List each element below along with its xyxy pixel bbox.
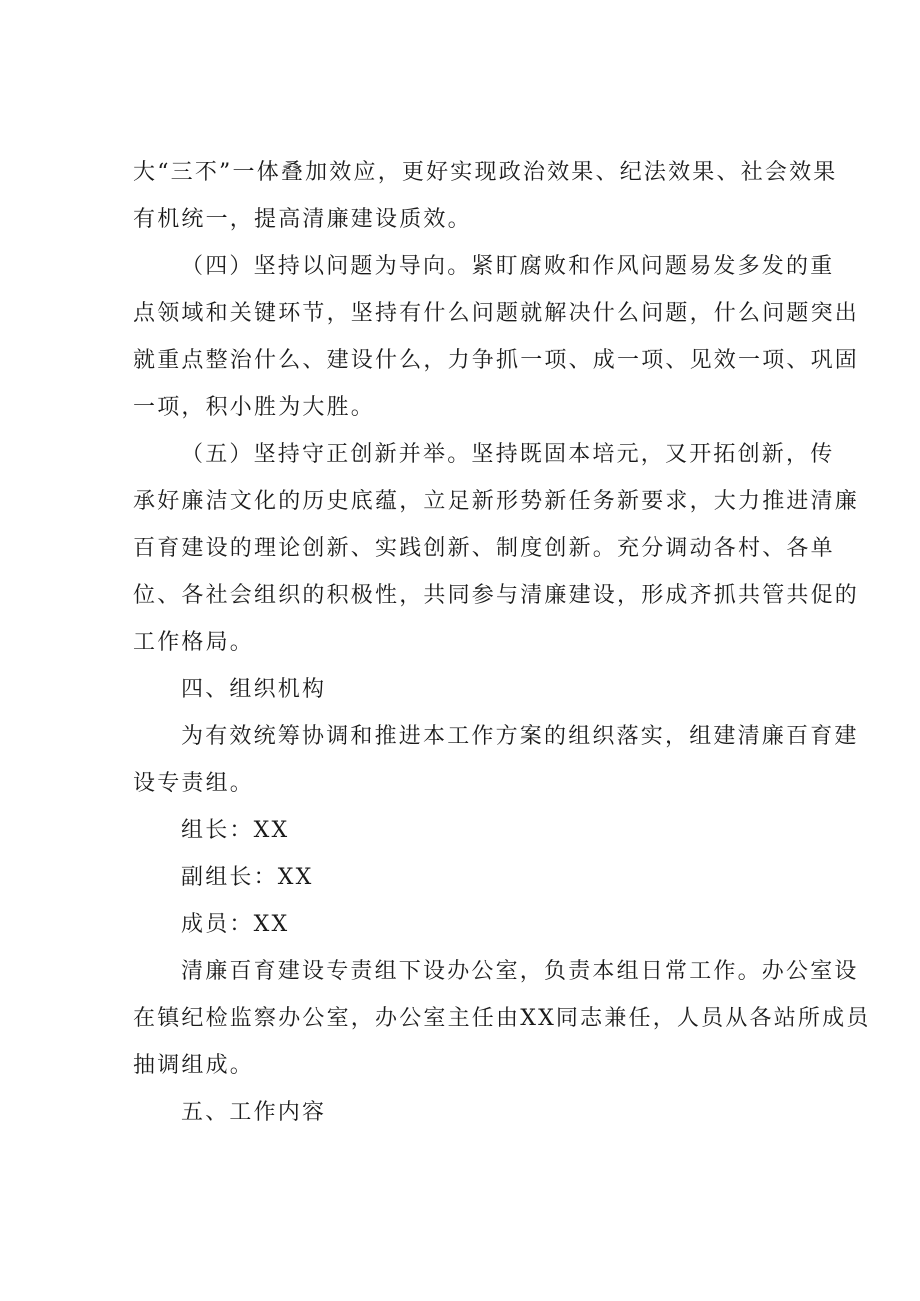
text-line: 在镇纪检监察办公室，办公室主任由XX同志兼任，人员从各站所成员 bbox=[133, 1006, 871, 1031]
section-heading-work-content bbox=[133, 1089, 793, 1136]
text-line: 清廉百育建设专责组下设办公室，负责本组日常工作。办公室设 bbox=[181, 959, 859, 984]
text-line: 承好廉洁文化的历史底蕴，立足新形势新任务新要求，大力推进清廉 bbox=[133, 489, 860, 514]
text-line: 为有效统筹协调和推进本工作方案的组织落实，组建清廉百育建 bbox=[181, 724, 859, 749]
text-line: （五）坚持守正创新并举。坚持既固本培元，又开拓创新，传 bbox=[181, 442, 835, 467]
text-line: （四）坚持以问题为导向。紧盯腐败和作风问题易发多发的重 bbox=[181, 254, 835, 279]
paragraph-organization-intro bbox=[133, 713, 859, 807]
section-heading-organization bbox=[133, 666, 793, 713]
section-heading: 五、工作内容 bbox=[181, 1100, 327, 1125]
text-line: 有机统一，提高清廉建设质效。 bbox=[133, 207, 472, 232]
document-body bbox=[133, 149, 871, 1136]
paragraph-office bbox=[133, 948, 871, 1089]
text-line: 就重点整治什么、建设什么，力争抓一项、成一项、见效一项、巩固 bbox=[133, 348, 860, 373]
paragraph-continuation bbox=[133, 149, 838, 243]
deputy-leader: 副组长：XX bbox=[181, 865, 314, 890]
group-leader-line bbox=[133, 807, 793, 854]
members-line bbox=[133, 901, 793, 948]
section-heading: 四、组织机构 bbox=[181, 677, 327, 702]
paragraph-principle-4 bbox=[133, 243, 860, 431]
group-leader: 组长：XX bbox=[181, 818, 290, 843]
text-line: 百育建设的理论创新、实践创新、制度创新。充分调动各村、各单 bbox=[133, 536, 835, 561]
text-line: 工作格局。 bbox=[133, 630, 255, 655]
text-line: 一项，积小胜为大胜。 bbox=[133, 395, 376, 420]
text-line: 抽调组成。 bbox=[133, 1053, 255, 1078]
paragraph-principle-5 bbox=[133, 431, 860, 666]
members: 成员：XX bbox=[181, 912, 290, 937]
deputy-leader-line bbox=[133, 854, 793, 901]
text-line: 点领域和关键环节，坚持有什么问题就解决什么问题，什么问题突出 bbox=[133, 301, 860, 326]
text-line: 位、各社会组织的积极性，共同参与清廉建设，形成齐抓共管共促的 bbox=[133, 583, 860, 608]
text-line: 设专责组。 bbox=[133, 771, 255, 796]
text-line: 大“三不”一体叠加效应，更好实现政治效果、纪法效果、社会效果 bbox=[133, 160, 838, 185]
